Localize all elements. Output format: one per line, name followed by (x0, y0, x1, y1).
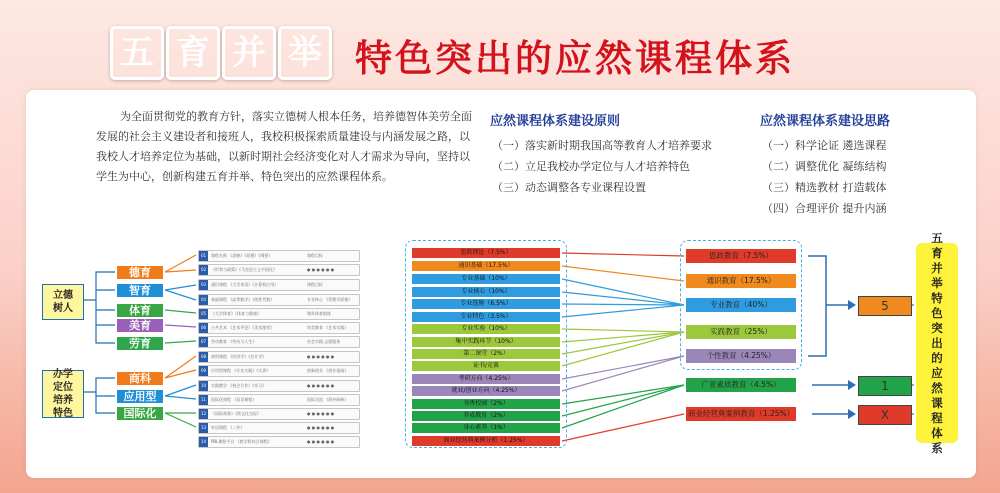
page-title: 特色突出的应然课程体系 (355, 37, 795, 80)
title-tile-2: 育 (166, 26, 220, 80)
yu-tiyu: 体育 (117, 304, 163, 317)
course-row: 08 商科课程 《经济学》《会计学》 ● ● ● ● ● ● (198, 351, 360, 363)
idea-item: （二）调整优化 凝练结构 (762, 160, 887, 173)
module-bar: 集中实践环节（10%） (412, 337, 560, 347)
title-tile-1: 五 (110, 26, 164, 80)
course-row: 11 国际化课程 《双语课程》 国际交流 《海外研修》 (198, 394, 360, 406)
module-bar: 身心素养（1%） (412, 423, 560, 433)
education-bar: 个性教育（4.25%） (686, 349, 796, 363)
education-bar: 商业经营典案例教育（1.25%） (686, 407, 796, 421)
course-row: 13 外语课程 《二外》 ● ● ● ● ● ● (198, 422, 360, 434)
course-row: 01 课程名称 《思修》《原理》《纲要》 课程目标 (198, 250, 360, 262)
education-bar: 广亚素质教育（4.5%） (686, 378, 796, 392)
principle-item: （一）落实新时期我国高等教育人才培养要求 (492, 139, 712, 152)
final-system-label: 五育并举特色突出的应然课程体系 (916, 243, 958, 443)
module-bar: 养成教育（2%） (412, 411, 560, 421)
title-tile-3: 并 (222, 26, 276, 80)
idea-item: （一）科学论证 遴选课程 (762, 139, 887, 152)
course-row: 05 《大学体育》《体育与健康》 课外体育锻炼 (198, 308, 360, 320)
module-bar: 思政理论（7.5%） (412, 248, 560, 258)
education-bar: 专业教育（40%） (686, 298, 796, 312)
course-row: 14 PBL课程平台 《跨学科综合课程》 ● ● ● ● ● ● (198, 436, 360, 448)
module-bar: 考研方向（4.25%） (412, 374, 560, 384)
module-bar: 证书/竞赛 (412, 361, 560, 371)
result-five: 5 (858, 296, 912, 316)
module-bar: 通识基础（17.5%） (412, 261, 560, 271)
module-bar: 商业经营典案例分析（1.25%） (412, 436, 560, 446)
ideas-title: 应然课程体系建设思路 (760, 114, 891, 129)
idea-item: （四）合理评价 提升内涵 (762, 202, 887, 215)
module-bar: 专业实验（10%） (412, 324, 560, 334)
group-banxue-dingwei: 办学定位培养特色 (42, 370, 84, 418)
course-row: 10 实践教学 《校企合作》《实习》 ● ● ● ● ● ● (198, 380, 360, 392)
result-x: X (858, 405, 912, 425)
principles-title: 应然课程体系建设原则 (490, 114, 621, 129)
idea-item: （三）精选教材 打造载体 (762, 181, 887, 194)
principle-item: （三）动态调整各专业课程设置 (492, 181, 646, 194)
result-one: 1 (858, 376, 912, 396)
yu-laoyu: 劳育 (117, 337, 163, 350)
course-row: 02 《形势与政策》《马克思主义中国化》 ● ● ● ● ● ● (198, 264, 360, 276)
principle-item: （二）立足我校办学定位与人才培养特色 (492, 160, 690, 173)
course-row: 07 劳动教育 《劳动与人生》 社会实践 志愿服务 (198, 336, 360, 348)
course-row: 12 《国际商务》《跨文化交际》 ● ● ● ● ● ● (198, 408, 360, 420)
module-bar: 专业基础（10%） (412, 274, 560, 284)
group-lide-shuren: 立德树人 (42, 284, 84, 320)
module-bar: 专业特色（3.5%） (412, 312, 560, 322)
intro-paragraph: 为全面贯彻党的教育方针，落实立德树人根本任务，培养德智体美劳全面发展的社会主义建设者和接班人，我校积极探索质量建设与内涵发展之路，以我校人才培养定位为基础，以新时期社会经济变化对人才需求为导向，坚持以学生为中心，创新构建五育并举、特色突出的应然课程体系。 (96, 110, 472, 183)
yu-deyu: 德育 (117, 266, 163, 279)
course-row: 09 应用型课程 《专业实践》《实训》 创新创业 《创业基础》 (198, 365, 360, 377)
education-bar: 思政教育（7.5%） (686, 249, 796, 263)
education-bar: 实践教育（25%） (686, 325, 796, 339)
yu-zhiyu: 智育 (117, 284, 163, 297)
module-bar: 第二课堂（2%） (412, 349, 560, 359)
module-bar: 书香校园（2%） (412, 399, 560, 409)
module-bar: 就业/创业方向（4.25%） (412, 386, 560, 396)
yu-shangke: 商科 (117, 372, 163, 385)
title-tile-4: 举 (278, 26, 332, 80)
yu-meiyu: 美育 (117, 319, 163, 332)
course-row: 06 公共艺术 《艺术导论》《美术鉴赏》 审美教育 《艺术实践》 (198, 322, 360, 334)
module-bar: 专业选修（6.5%） (412, 299, 560, 309)
module-bar: 专业核心（10%） (412, 287, 560, 297)
education-bar: 通识教育（17.5%） (686, 274, 796, 288)
course-row: 04 基础课程 《高等数学》《线性代数》 专业核心 《管理学原理》 (198, 294, 360, 306)
yu-guojihua: 国际化 (117, 407, 163, 420)
course-row: 03 通识课程 《大学英语》《计算机应用》 课程目标 (198, 279, 360, 291)
yu-yingyongxing: 应用型 (117, 390, 163, 403)
